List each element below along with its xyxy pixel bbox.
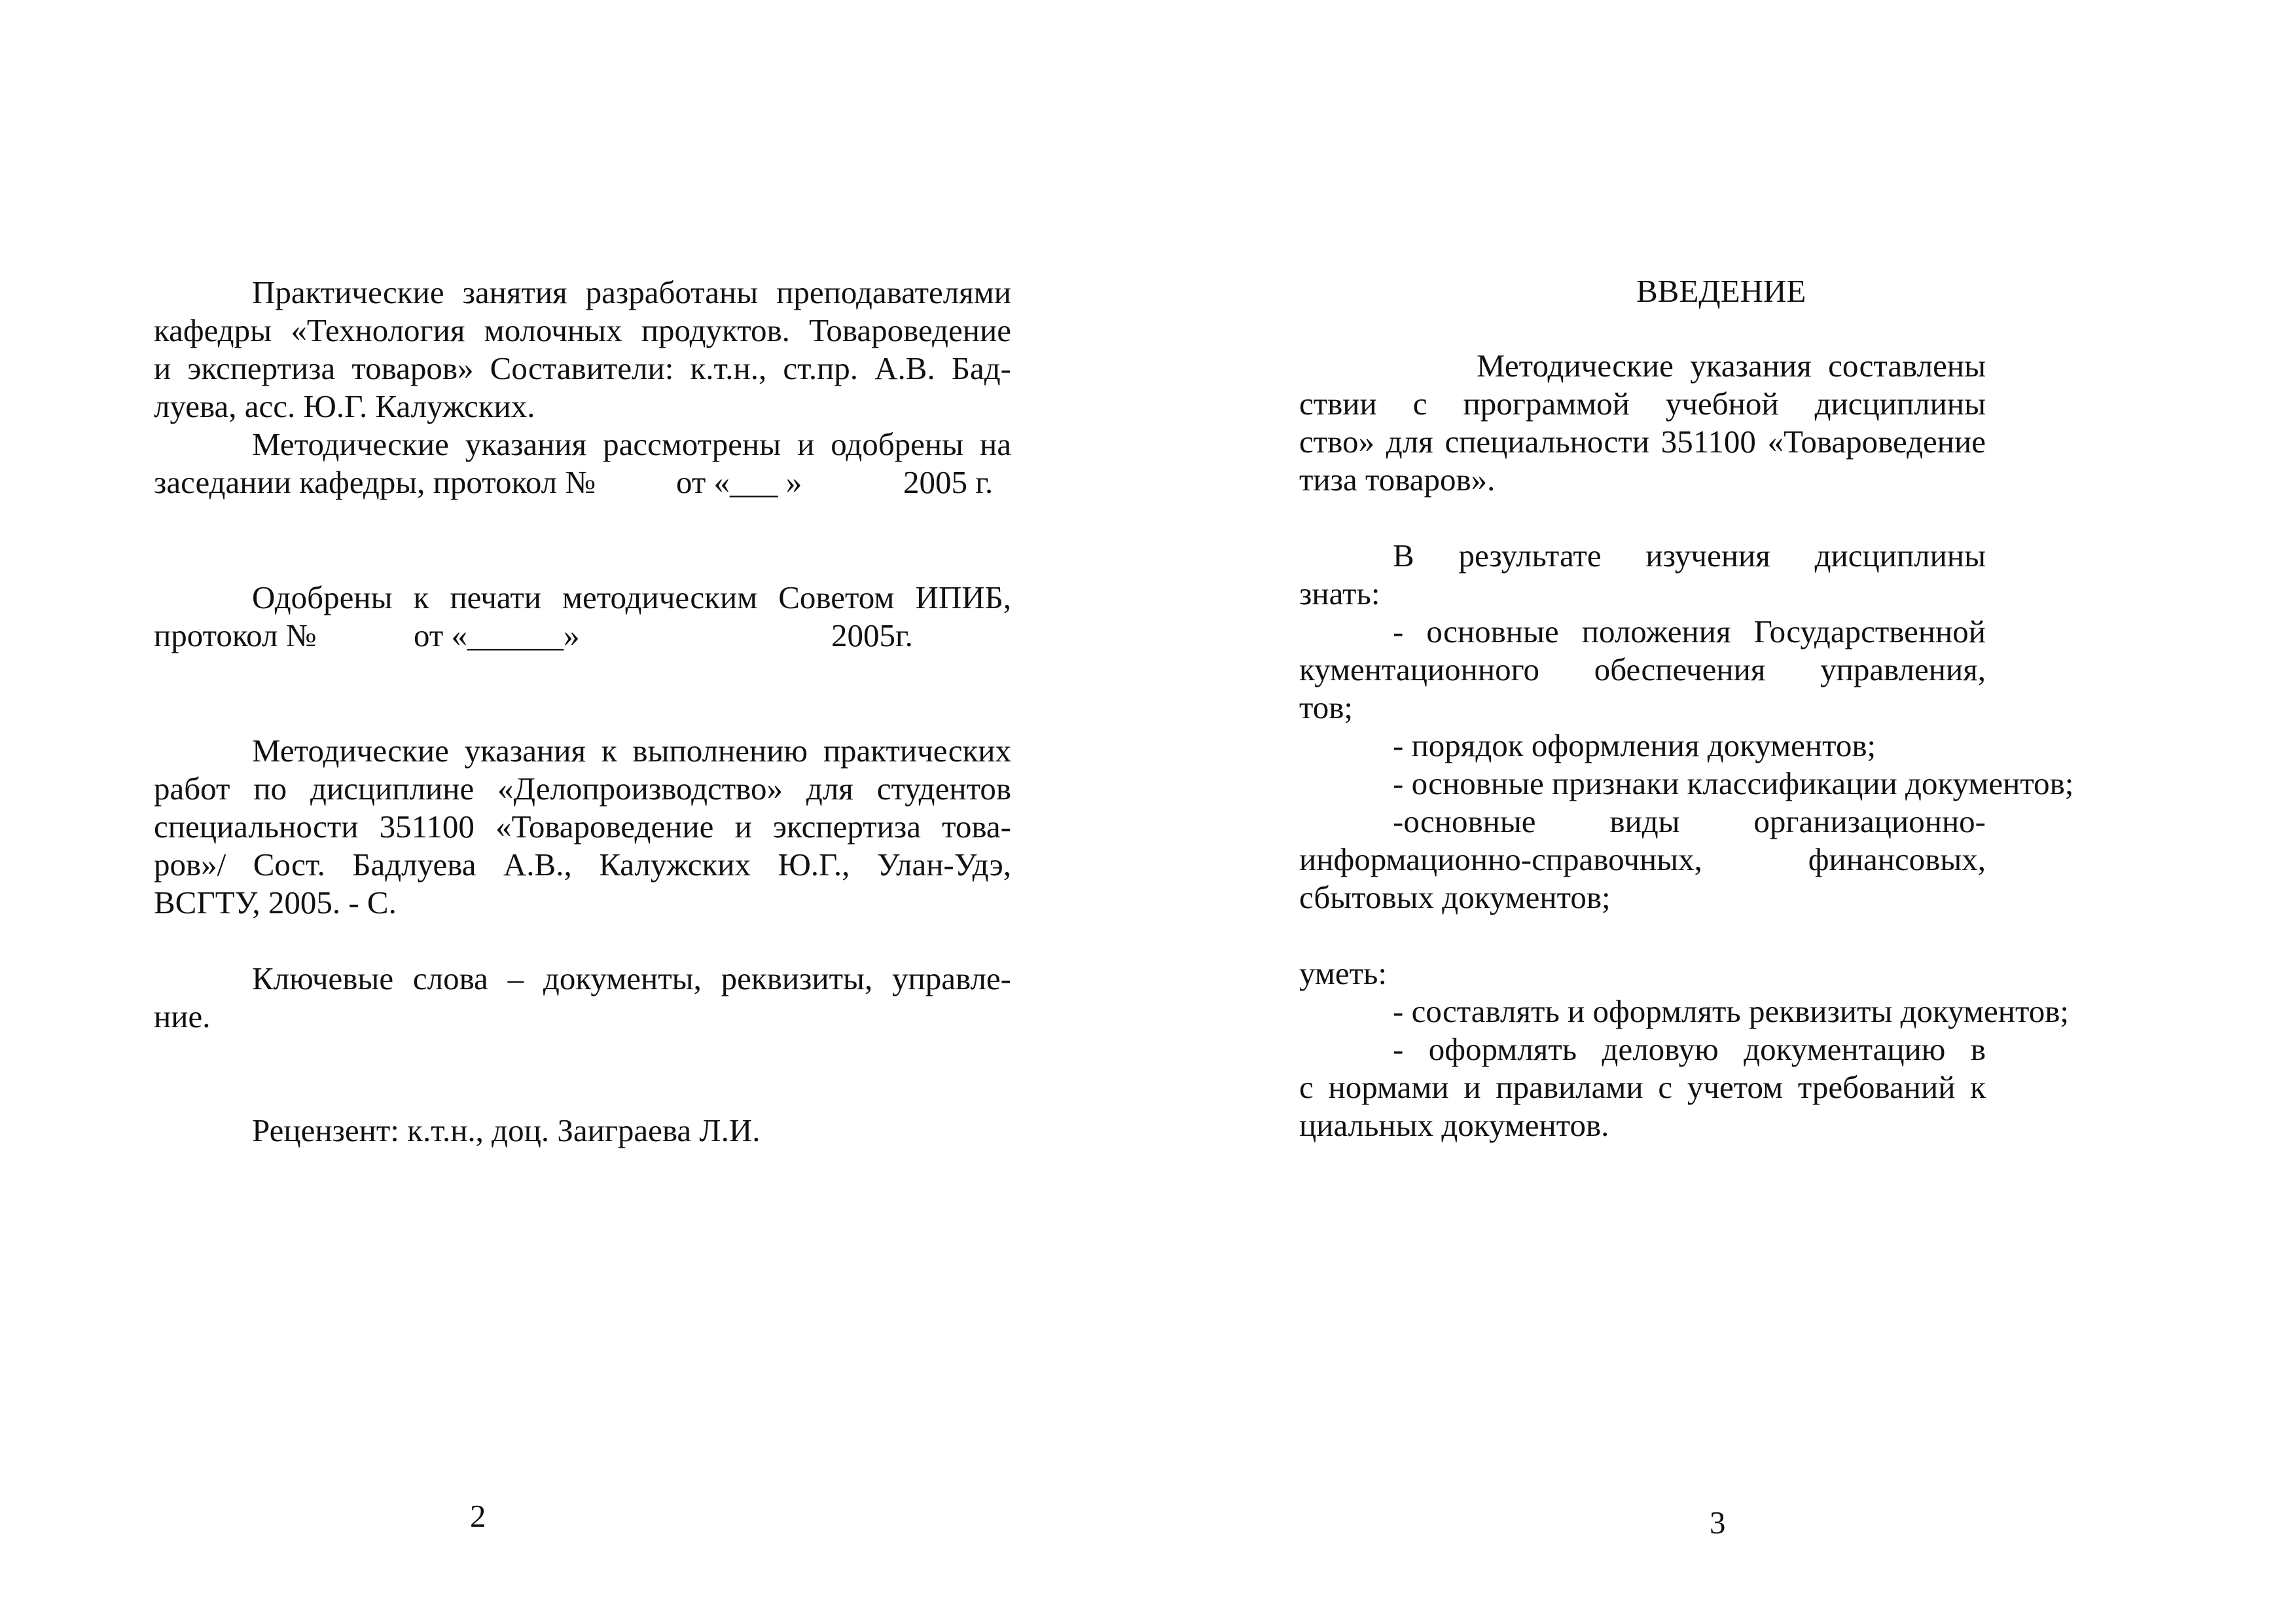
know-item-4-line-1: -основные виды организационно-: [1393, 803, 1986, 839]
know-item-1-line-1: - основные положения Государственной: [1393, 613, 1986, 649]
know-item-2: - порядок оформления документов;: [1393, 727, 1876, 763]
citation-line-3: специальности 351100 «Товароведение и экспертиза това-: [154, 809, 1011, 845]
citation-line-5: ВСГТУ, 2005. - С.: [154, 884, 397, 921]
skill-item-2-line-3: циальных документов.: [1299, 1107, 1609, 1143]
skill-item-2-line-2: с нормами и правилами с учетом требований к: [1299, 1069, 1986, 1105]
know-item-4-line-2: информационно-справочных, финансовых,: [1299, 841, 1986, 877]
section-heading: ВВЕДЕНИЕ: [1636, 273, 1806, 309]
skills-label: уметь:: [1299, 955, 1387, 991]
page-number-left: 2: [470, 1498, 486, 1534]
intro-line-3: ство» для специальности 351100 «Товароведение: [1299, 424, 1986, 460]
intro-line-1: Методические указания составлены: [1477, 348, 1986, 384]
approval-department-year: 2005 г.: [903, 464, 994, 500]
skill-item-1: - составлять и оформлять реквизиты документов;: [1393, 993, 2069, 1029]
authors-line-3: и экспертиза товаров» Составители: к.т.н., ст.пр. А.В. Бад-: [154, 350, 1011, 386]
keywords-line-2: ние.: [154, 998, 211, 1034]
citation-line-2: работ по дисциплине «Делопроизводство» для студентов: [154, 771, 1011, 807]
know-item-1-line-2: кументационного обеспечения управления,: [1299, 651, 1986, 687]
authors-line-4: луева, асс. Ю.Г. Калужских.: [154, 388, 535, 424]
right-page: [1148, 0, 2296, 1623]
approval-council-line-1: Одобрены к печати методическим Советом ИПИБ,: [252, 579, 1011, 615]
approval-department-line-1: Методические указания рассмотрены и одобрены на: [252, 426, 1011, 462]
intro-line-2: ствии с программой учебной дисциплины: [1299, 386, 1986, 422]
citation-line-1: Методические указания к выполнению практических: [252, 733, 1011, 769]
result-line-1: В результате изучения дисциплины: [1393, 538, 1986, 574]
know-item-4-line-3: сбытовых документов;: [1299, 879, 1611, 915]
intro-line-4: тиза товаров».: [1299, 462, 1496, 498]
page-number-right: 3: [1710, 1504, 1726, 1541]
approval-department-protocol: заседании кафедры, протокол №: [154, 464, 596, 500]
skill-item-2-line-1: - оформлять деловую документацию в: [1393, 1031, 1986, 1067]
approval-council-year: 2005г.: [831, 617, 913, 653]
approval-council-protocol: протокол №: [154, 617, 317, 653]
reviewer: Рецензент: к.т.н., доц. Заиграева Л.И.: [252, 1112, 761, 1148]
authors-line-1: Практические занятия разработаны преподавателями: [252, 274, 1011, 310]
citation-line-4: ров»/ Сост. Бадлуева А.В., Калужских Ю.Г., Улан-Удэ,: [154, 847, 1011, 883]
know-item-1-line-3: тов;: [1299, 689, 1354, 725]
authors-line-2: кафедры «Технология молочных продуктов. Товароведение: [154, 312, 1011, 348]
keywords-line-1: Ключевые слова – документы, реквизиты, управле-: [252, 960, 1011, 996]
approval-council-date: от «______»: [414, 617, 580, 653]
know-item-3: - основные признаки классификации документов;: [1393, 765, 2074, 801]
result-line-2: знать:: [1299, 575, 1380, 611]
approval-department-date: от «___ »: [676, 464, 802, 500]
